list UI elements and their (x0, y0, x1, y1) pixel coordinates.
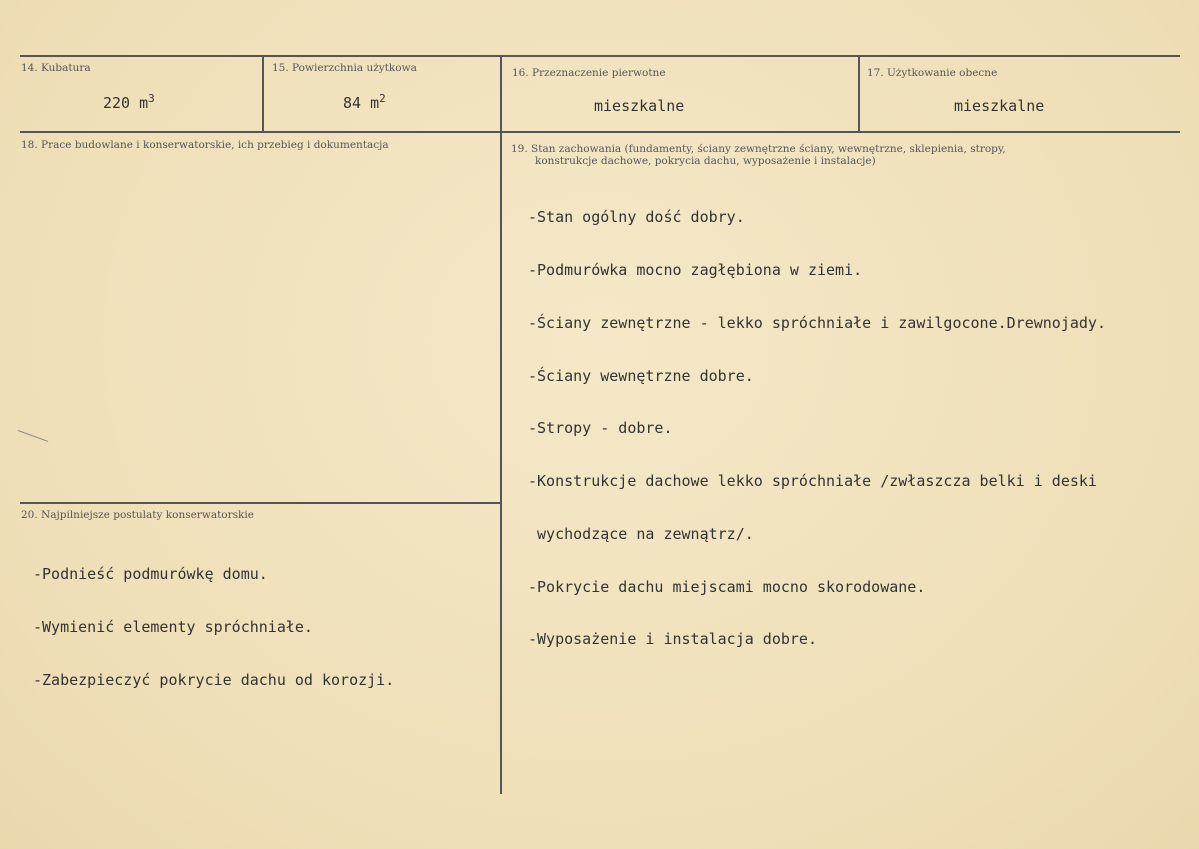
row1-bottom-rule (20, 131, 1180, 133)
field-18-label: 18. Prace budowlane i konserwatorskie, ich przebieg i dokumentacja (21, 139, 389, 151)
divider-15-16 (500, 56, 502, 794)
condition-line: -Ściany zewnętrzne - lekko spróchniałe i zawilgocone.Drewnojady. (528, 313, 1106, 332)
field-17-value: mieszkalne (954, 97, 1045, 115)
top-rule (20, 55, 1180, 57)
field-14-label: 14. Kubatura (21, 62, 91, 74)
field-14-value (103, 92, 155, 112)
condition-line: -Stropy - dobre. (528, 419, 673, 438)
field-16-label: 16. Przeznaczenie pierwotne (512, 67, 666, 79)
cubature-unit-sup: 3 (148, 92, 155, 105)
field-15-value (343, 92, 386, 112)
field-20-label: 20. Najpilniejsze postulaty konserwatorskie (21, 509, 254, 521)
field-15-label: 15. Powierzchnia użytkowa (272, 62, 417, 74)
field-19-label-line2: konstrukcje dachowe, pokrycia dachu, wyposażenie i instalacje) (535, 155, 876, 167)
field-19-label-line1: 19. Stan zachowania (fundamenty, ściany zewnętrzne ściany, wewnętrzne, sklepienia, stropy, (511, 143, 1006, 155)
pen-mark (18, 430, 48, 442)
area-value: 84 m (343, 94, 380, 112)
postulates-notes (33, 531, 394, 725)
section20-top-rule (20, 502, 502, 504)
divider-14-15 (262, 56, 264, 132)
condition-line: -Stan ogólny dość dobry. (528, 208, 745, 227)
field-17-label: 17. Użytkowanie obecne (867, 67, 998, 79)
field-16-value: mieszkalne (594, 97, 685, 115)
cubature-value: 220 m (103, 94, 149, 112)
postulate-line: -Zabezpieczyć pokrycie dachu od korozji. (33, 670, 395, 689)
condition-line: -Wyposażenie i instalacja dobre. (528, 630, 817, 649)
area-unit-sup: 2 (379, 92, 386, 105)
postulate-line: -Wymienić elementy spróchniałe. (33, 617, 313, 636)
condition-line: wychodzące na zewnątrz/. (528, 524, 754, 543)
divider-16-17 (858, 56, 860, 132)
condition-line: -Podmurówka mocno zagłębiona w ziemi. (528, 260, 863, 279)
condition-line: -Ściany wewnętrzne dobre. (528, 366, 754, 385)
condition-notes (528, 174, 1106, 684)
condition-line: -Pokrycie dachu miejscami mocno skorodowane. (528, 577, 926, 596)
condition-line: -Konstrukcje dachowe lekko spróchniałe /zwłaszcza belki i deski (528, 472, 1097, 491)
postulate-line: -Podnieść podmurówkę domu. (33, 565, 268, 584)
